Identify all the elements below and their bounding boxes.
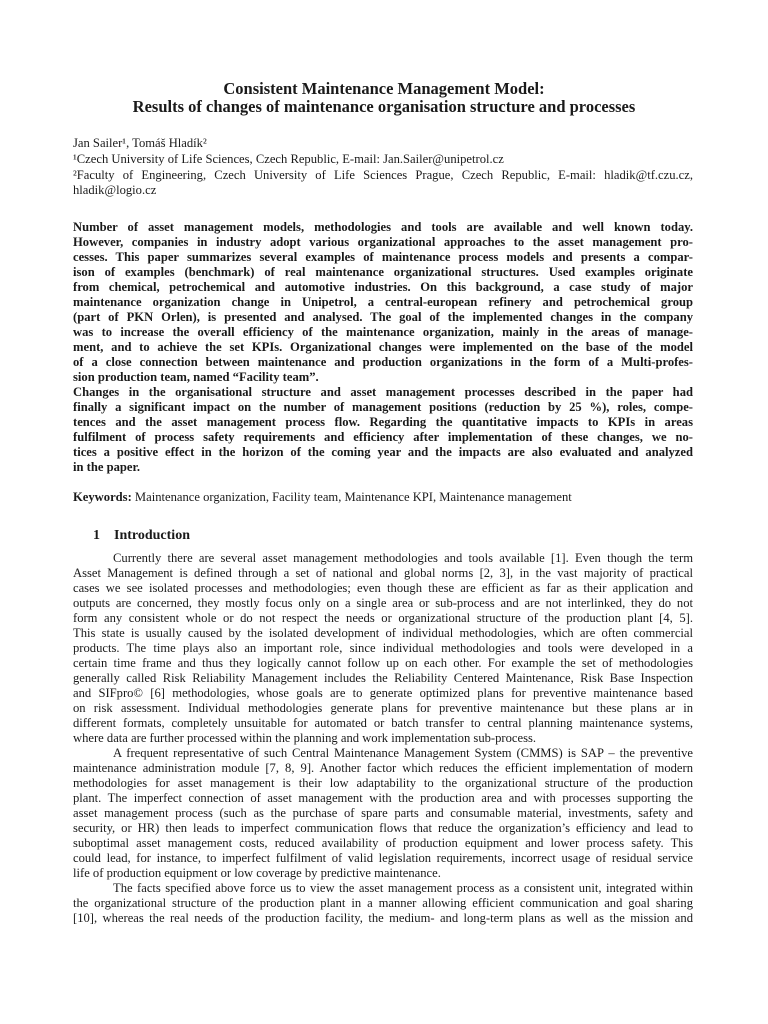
section-heading (93, 528, 190, 544)
body-line: and SIFpro© [6] methodologies, whose goals are to generate optimized plans for preventive maintenance based (73, 686, 693, 700)
keywords (73, 490, 693, 504)
body-line: plant. The imperfect connection of asset management with the production area and with processes supporting the (73, 791, 693, 805)
affiliation-2: ²Faculty of Engineering, Czech University of Life Sciences Prague, Czech Republic, E-mail: hladik@tf.czu.cz, (73, 168, 693, 182)
section-number: 1 (93, 528, 100, 543)
body-line: life of production equipment or low coverage by predictive maintenance. (73, 866, 441, 880)
body-line: the organizational structure of the production plant in a manner allowing efficient communication and goal sharing (73, 896, 693, 910)
abstract-line: sion production team, named “Facility team”. (73, 370, 319, 384)
body-line: suboptimal asset management costs, reduced availability of production equipment and lower process safety. This (73, 836, 693, 850)
affiliation-2-continued: hladik@logio.cz (73, 183, 157, 197)
body-line: Currently there are several asset management methodologies and tools available [1]. Even though the term (113, 551, 693, 565)
body-line: certain time frame and thus they logically cannot follow up on each other. For example the set of methodologies (73, 656, 693, 670)
keywords-label: Keywords: (73, 490, 132, 504)
abstract-line: cesses. This paper summarizes several examples of maintenance process models and presents a compar- (73, 250, 693, 264)
body-line: cases we see isolated processes and methodologies; even though these are efficient as far as their application and (73, 581, 693, 595)
abstract-line: of a close connection between maintenance and production organizations in the form of a Multi-profes- (73, 355, 693, 369)
body-line: could lead, for instance, to imperfect fulfilment of valid legislation requirements, incorrect usage of residual service (73, 851, 693, 865)
body-line: The facts specified above force us to view the asset management process as a consistent unit, integrated within (113, 881, 693, 895)
body-line: where data are further processed within the planning and work implementation sub-process. (73, 731, 537, 745)
keywords-text: Maintenance organization, Facility team, Maintenance KPI, Maintenance management (134, 490, 572, 504)
paper-title-line-2: Results of changes of maintenance organisation structure and processes (132, 97, 636, 116)
abstract-line: ison of examples (benchmark) of real maintenance organizational structures. Used examples originate (73, 265, 693, 279)
author-names: Jan Sailer¹, Tomáš Hladík² (73, 136, 207, 150)
body-line: different formats, completely unsuitable for automated or batch transfer to central planning maintenance systems, (73, 716, 693, 730)
abstract-line: tices a positive effect in the horizon of the coming year and the impacts are also evaluated and analyzed (73, 445, 693, 459)
body-line: on risk assessment. Individual methodologies generate plans for preventive maintenance but these plans ar in (73, 701, 693, 715)
abstract-line: Number of asset management models, methodologies and tools are available and well known today. (73, 220, 693, 234)
abstract-line: tences and the asset management process flow. Regarding the quantitative impacts to KPIs in areas (73, 415, 693, 429)
section-title: Introduction (114, 528, 190, 543)
abstract-line: from chemical, petrochemical and automotive industries. On this background, a case study of major (73, 280, 693, 294)
abstract-line: ment, and to achieve the set KPIs. Organizational changes were implemented on the base of the model (73, 340, 693, 354)
body-line: Asset Management is defined through a set of national and global norms [2, 3], in the vast majority of practical (73, 566, 693, 580)
abstract-line: fulfilment of process safety requirements and efficiency after implementation of these changes, we no- (73, 430, 693, 444)
body-line: [10], whereas the real needs of the production facility, the medium- and long-term plans as well as the mission and (73, 911, 693, 925)
body-line: generally called Risk Reliability Management includes the Reliability Centered Maintenance, Risk Base Inspection (73, 671, 693, 685)
body-line: asset management process (such as the purchase of spare parts and consumable material, investments, safety and (73, 806, 693, 820)
affiliation-1: ¹Czech University of Life Sciences, Czech Republic, E-mail: Jan.Sailer@unipetrol.cz (73, 152, 504, 166)
abstract-line: Changes in the organisational structure and asset management processes described in the paper had (73, 385, 693, 399)
body-line: form any consistent whole or do not respect the needs or organizational structure of the production plant [4, 5]. (73, 611, 693, 625)
body-line: This state is usually caused by the isolated development of individual methodologies, which are often commercial (73, 626, 693, 640)
body-line: A frequent representative of such Central Maintenance Management System (CMMS) is SAP – the preventive (113, 746, 693, 760)
abstract-line: maintenance organization change in Unipetrol, a central-european refinery and petrochemical group (73, 295, 693, 309)
body-line: maintenance administration module [7, 8, 9]. Another factor which reduces the efficient implementation of modern (73, 761, 693, 775)
body-line: products. The time plays also an important role, since individual methodologies and tools were developed in a (73, 641, 693, 655)
abstract-line: finally a significant impact on the number of management positions (reduction by 25 %), roles, compe- (73, 400, 693, 414)
body-line: methodologies for asset management is their low adaptability to the organizational structure of the production (73, 776, 693, 790)
abstract-line: However, companies in industry adopt various organizational approaches to the asset management pro- (73, 235, 693, 249)
body-line: security, or HR) then leads to imperfect communication flows that reduce the organization’s efficiency and lead to (73, 821, 693, 835)
paper-title-line-1: Consistent Maintenance Management Model: (223, 79, 545, 98)
abstract-line: in the paper. (73, 460, 141, 474)
abstract-line: (part of PKN Orlen), is presented and analysed. The goal of the implemented changes in the company (73, 310, 693, 324)
abstract-line: was to increase the overall efficiency of the maintenance organization, mainly in the areas of manage- (73, 325, 693, 339)
body-line: outputs are concerned, they mostly focus only on a single area or sub-process and are not interlinked, they do not (73, 596, 693, 610)
